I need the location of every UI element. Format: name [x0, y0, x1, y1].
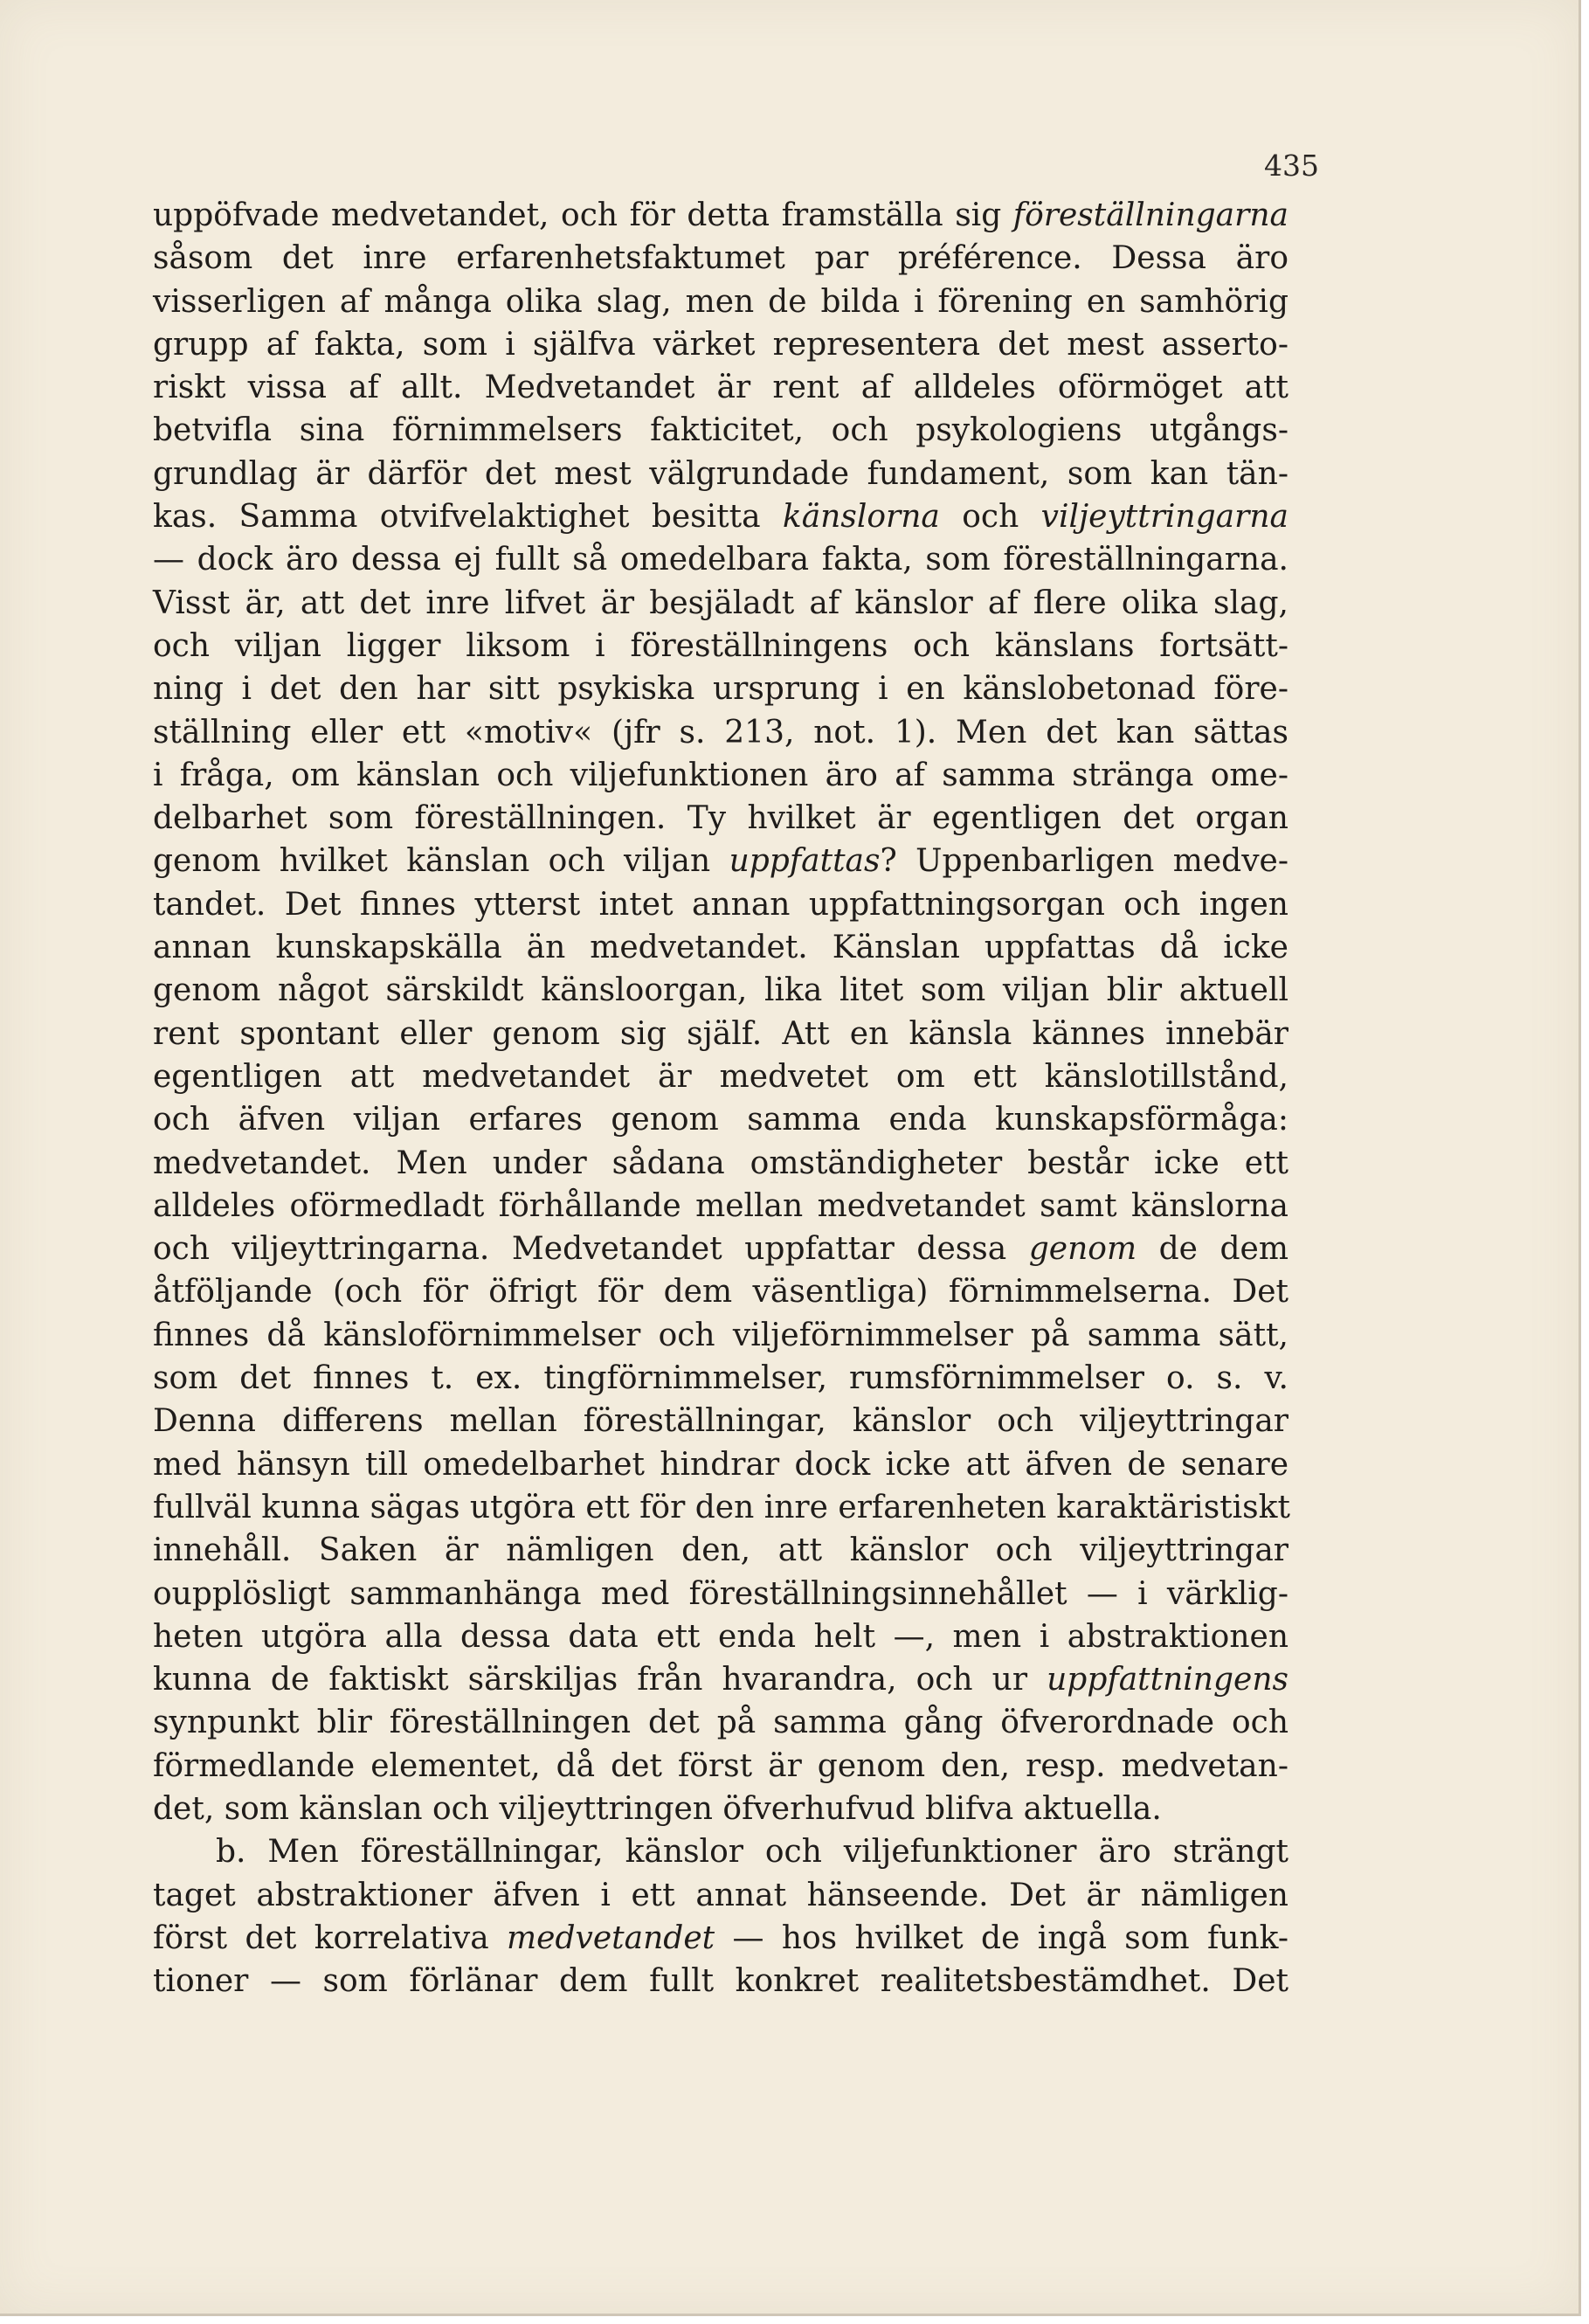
text-line: [153, 538, 1288, 581]
text-line: [153, 1917, 1288, 1960]
text-line: [153, 1658, 1288, 1701]
text-segment: och äfven viljan erfares genom samma enda kunskapsförmåga:: [153, 1102, 1288, 1138]
text-line: [153, 883, 1288, 926]
italic-text: viljeyttringarna: [1040, 499, 1288, 536]
text-line: [153, 1443, 1288, 1486]
text-line: [153, 1270, 1288, 1313]
text-segment: heten utgöra alla dessa data ett enda helt —, men i abstraktionen: [153, 1618, 1288, 1655]
text-segment: ställning eller ett «motiv« (jfr s. 213, not. 1). Men det kan sättas: [153, 714, 1288, 750]
text-line: [153, 237, 1288, 280]
text-line: [153, 1185, 1288, 1228]
text-line: [153, 1830, 1288, 1873]
text-segment: Denna differens mellan föreställningar, känslor och viljeyttringar: [153, 1403, 1288, 1440]
text-segment: först det korrelativa: [153, 1919, 508, 1956]
italic-text: medvetandet: [507, 1919, 715, 1956]
text-segment: förmedlande elementet, då det först är genom den, resp. medvetan-: [153, 1747, 1288, 1784]
text-line: [153, 194, 1288, 237]
text-line: [153, 1701, 1288, 1744]
text-line: [153, 1960, 1288, 2002]
text-line: [153, 409, 1288, 452]
text-segment: riskt vissa af allt. Medvetandet är rent af alldeles oförmöget att: [153, 370, 1288, 406]
italic-text: föreställningarna: [1012, 197, 1288, 233]
text-segment: de dem: [1136, 1231, 1288, 1268]
text-line: [153, 1055, 1288, 1098]
text-segment: i fråga, om känslan och viljefunktionen äro af samma stränga ome-: [153, 757, 1288, 793]
italic-text: känslorna: [782, 499, 940, 536]
text-segment: såsom det inre erfarenhetsfaktumet par préférence. Dessa äro: [153, 240, 1288, 277]
text-segment: finnes då känsloförnimmelser och viljeförnimmelser på samma sätt,: [153, 1317, 1288, 1353]
text-segment: — hos hvilket de ingå som funk-: [715, 1919, 1288, 1956]
text-line: [153, 1573, 1288, 1615]
text-segment: b. Men föreställningar, känslor och viljefunktioner äro strängt: [216, 1834, 1288, 1871]
text-line: [153, 840, 1288, 882]
text-segment: genom hvilket känslan och viljan: [153, 843, 729, 880]
text-line: [153, 754, 1288, 797]
text-segment: kunna de faktiskt särskiljas från hvarandra, och ur: [153, 1662, 1047, 1698]
text-line: [153, 453, 1288, 495]
text-segment: och viljan ligger liksom i föreställningens och känslans fortsätt-: [153, 627, 1288, 664]
text-line: [153, 1314, 1288, 1357]
text-segment: och viljeyttringarna. Medvetandet uppfattar dessa: [153, 1231, 1029, 1268]
italic-text: uppfattas: [729, 843, 881, 880]
text-segment: grundlag är därför det mest välgrundade fundament, som kan tän-: [153, 455, 1288, 492]
text-segment: visserligen af många olika slag, men de bilda i förening en samhörig: [153, 283, 1288, 320]
text-segment: medvetandet. Men under sådana omständigheter består icke ett: [153, 1145, 1288, 1181]
text-segment: och: [939, 499, 1041, 536]
text-segment: åtföljande (och för öfrigt för dem väsentliga) förnimmelserna. Det: [153, 1274, 1288, 1311]
text-segment: synpunkt blir föreställningen det på samma gång öfverordnade och: [153, 1705, 1288, 1741]
text-line: [153, 1788, 1288, 1830]
text-line: [153, 1615, 1288, 1658]
text-line: [153, 1013, 1288, 1055]
text-segment: oupplösligt sammanhänga med föreställningsinnehållet — i värklig-: [153, 1575, 1288, 1612]
text-line: [153, 711, 1288, 754]
text-segment: rent spontant eller genom sig själf. Att en känsla kännes innebär: [153, 1015, 1288, 1052]
text-line: [153, 1098, 1288, 1141]
text-segment: alldeles oförmedladt förhållande mellan medvetandet samt känslorna: [153, 1187, 1288, 1224]
text-segment: delbarhet som föreställningen. Ty hvilket är egentligen det organ: [153, 800, 1288, 837]
text-line: [153, 1874, 1288, 1917]
text-line: [153, 1486, 1288, 1529]
text-segment: uppöfvade medvetandet, och för detta framställa sig: [153, 197, 1013, 233]
italic-text: genom: [1028, 1231, 1137, 1268]
text-segment: betvifla sina förnimmelsers fakticitet, och psykologiens utgångs-: [153, 412, 1288, 449]
text-line: [153, 366, 1288, 409]
text-segment: taget abstraktioner äfven i ett annat hänseende. Det är nämligen: [153, 1877, 1288, 1913]
text-segment: Visst är, att det inre lifvet är besjäladt af känslor af flere olika slag,: [153, 584, 1288, 621]
text-segment: det, som känslan och viljeyttringen öfverhufvud blifva aktuella.: [153, 1790, 1162, 1827]
text-segment: — dock äro dessa ej fullt så omedelbara fakta, som föreställningarna.: [153, 542, 1288, 578]
text-line: [153, 667, 1288, 710]
text-segment: som det finnes t. ex. tingförnimmelser, rumsförnimmelser o. s. v.: [153, 1360, 1288, 1397]
text-segment: annan kunskapskälla än medvetandet. Känslan uppfattas då icke: [153, 930, 1288, 966]
text-line: [153, 582, 1288, 625]
text-line: [153, 926, 1288, 969]
text-segment: med hänsyn till omedelbarhet hindrar dock icke att äfven de senare: [153, 1446, 1288, 1483]
text-line: [153, 625, 1288, 667]
text-segment: innehåll. Saken är nämligen den, att känslor och viljeyttringar: [153, 1532, 1288, 1569]
text-segment: ? Uppenbarligen medve-: [880, 843, 1289, 880]
text-line: [153, 1745, 1288, 1788]
text-line: [153, 1142, 1288, 1185]
text-line: [153, 1400, 1288, 1442]
text-line: [153, 280, 1288, 323]
text-segment: egentligen att medvetandet är medvetet om ett känslotillstånd,: [153, 1058, 1288, 1095]
text-line: [153, 797, 1288, 840]
text-line: [153, 969, 1288, 1012]
text-line: [153, 1228, 1288, 1270]
body-text: [153, 194, 1288, 2002]
text-segment: tandet. Det finnes ytterst intet annan uppfattningsorgan och ingen: [153, 886, 1288, 923]
text-segment: tioner — som förlänar dem fullt konkret realitetsbestämdhet. Det: [153, 1963, 1288, 2000]
text-line: [153, 323, 1288, 366]
text-line: [153, 1357, 1288, 1400]
text-line: [153, 495, 1288, 538]
italic-text: uppfattningens: [1047, 1662, 1288, 1698]
text-segment: fullväl kunna sägas utgöra ett för den inre erfarenheten karaktäristiskt: [153, 1489, 1290, 1525]
text-segment: ning i det den har sitt psykiska ursprung i en känslobetonad före-: [153, 671, 1288, 708]
page-number: 435: [1264, 149, 1319, 183]
text-segment: kas. Samma otvifvelaktighet besitta: [153, 499, 783, 536]
text-line: [153, 1529, 1288, 1572]
text-segment: genom något särskildt känsloorgan, lika litet som viljan blir aktuell: [153, 972, 1288, 1009]
text-segment: grupp af fakta, som i själfva värket representera det mest asserto-: [153, 326, 1288, 363]
